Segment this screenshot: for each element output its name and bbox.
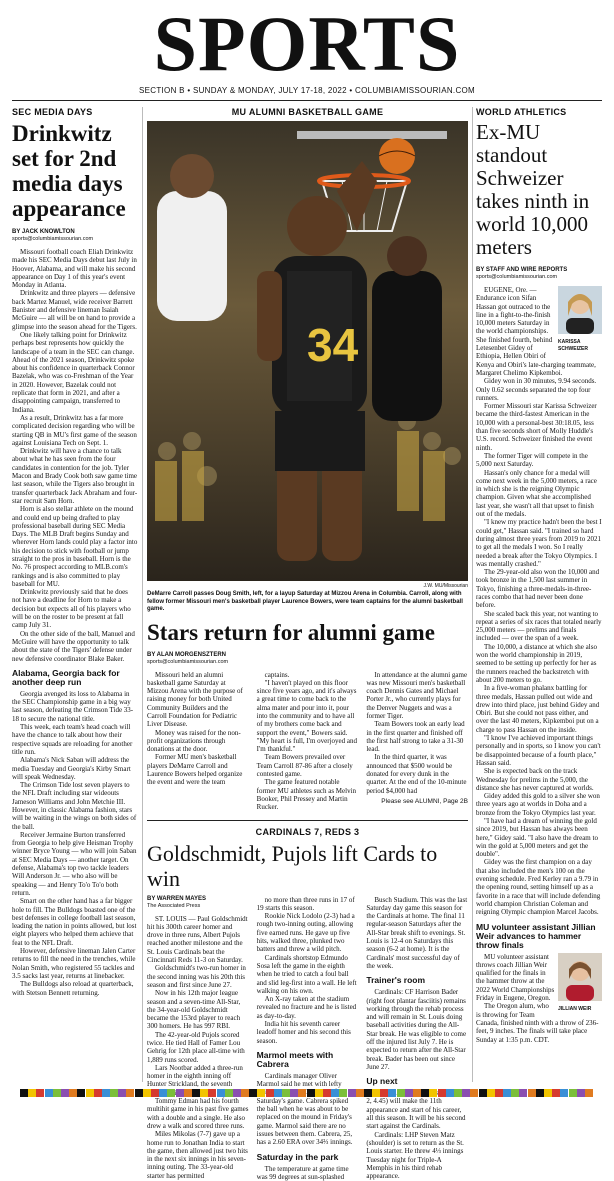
paragraph: MU volunteer assistant throws coach Jillian Weir qualified for the finals in the hammer throw at the 2022 World Championships Friday in Eugene, Oregon. — [476, 952, 555, 1003]
weir-photo-box — [558, 953, 602, 1013]
runner-swatch — [102, 1089, 110, 1097]
jump-line[interactable]: Please see ALUMNI, Page 2B — [381, 797, 469, 805]
paragraph: Cardinals shortstop Edmundo Sosa left the game in the eighth when he tried to catch a foul ball and slid leg-first into a wall. He left walking on his own. — [256, 953, 357, 995]
runner-swatch — [282, 1089, 290, 1097]
runner-swatch — [569, 1089, 577, 1097]
runner-swatch — [110, 1089, 118, 1097]
runner-swatch — [298, 1089, 306, 1097]
weir-photo-caption: JILLIAN WEIR — [558, 1005, 592, 1012]
runner-swatch — [479, 1089, 487, 1097]
cardinals-subhead-4: Up next — [366, 1076, 398, 1087]
paragraph: Cardinals manager Oliver Marmol said he met with lefty Saturday's game. Cabrera spiked the ball when he was about to be replaced on the mound in Friday's game. Marmol said there are no issues between them. Cabrera, 25, has a 2.60 ERA over 34⅔ innings. — [256, 1071, 353, 1147]
left-byline: BY JACK KNOWLTON — [12, 229, 75, 235]
paragraph: Smart on the other hand has a far bigger hole to fill. The Bulldogs boasted one of the best defenses in college football last season, leading the nation in points allowed, but lost eight players who helped them achieve that feat to the NFL Draft. — [12, 897, 137, 947]
runner-swatch — [274, 1089, 282, 1097]
cardinals-headline[interactable]: Goldschmidt, Pujols lift Cards to win — [147, 840, 438, 891]
paragraph: Gidey was the first champion on a day that also included the men's 100 on the evening schedule. Fred Kerley ran a 9.79 in the opening round, setting himself up as a favorite in a race that will include defending world champion Christian Coleman and reigning Olympic champion Marcel Jacobs. — [476, 858, 601, 917]
paragraph: The temperature at game time was 99 degrees at sun-splashed — [256, 1164, 349, 1181]
runner-swatch — [429, 1089, 437, 1097]
section-title: SPORTS — [153, 0, 461, 87]
paragraph: Cardinals: CF Harrison Bader (right foot plantar fasciitis) remains working through the rehab process and will remain in St. Louis doing baseball activities during the All-Star break. He was eligible to come off the injured list July 7. He is expected to return after the All-Star break. Bader has been out since June 27. — [366, 988, 467, 1071]
cardinals-col-2 — [257, 896, 359, 1045]
runner-swatch — [184, 1089, 192, 1097]
left-kicker: SEC MEDIA DAYS — [12, 107, 93, 117]
runner-swatch — [126, 1089, 134, 1097]
middle-column — [147, 107, 469, 1181]
cardinals-col-3b — [366, 988, 468, 1071]
paragraph: In attendance at the alumni game was new Missouri men's basketball coach Dennis Gates and Michael Porter Jr., who currently plays for the Denver Nuggets and was a former Tiger. — [366, 670, 468, 720]
paragraph: On the other side of the ball, Manuel and McGuire will have the opportunity to talk about the state of the Tigers' defense under new defensive coordinator Blake Baker. — [12, 629, 135, 663]
right-subhead: MU volunteer assistant Jillian Weir advances to hammer throw finals — [476, 921, 596, 950]
paragraph: However, defensive lineman Jalen Carter returns to fill the need in the trenches, while Nolan Smith, who registered 55 tackles and 3.5 sacks last year, returns at linebacker. — [12, 947, 136, 980]
paragraph: Gidey won in 30 minutes, 9.94 seconds. Only 0.62 seconds separated the top four runners. — [476, 377, 597, 402]
paragraph: She scaled back this year, not wanting to repeat a series of six races that totaled nearly 25,000 meters — prelims and finals included — over the span of a week. — [476, 609, 602, 643]
paragraph: Alabama's Nick Saban will address the media Tuesday and Georgia's Kirby Smart will speak Wednesday. — [12, 756, 131, 781]
runner-swatch — [560, 1089, 568, 1097]
runner-swatch — [397, 1089, 405, 1097]
paragraph: The 10,000, a distance at which she also won the world championship in 2019, seemed to be setting up perfectly for her as the runners reached the backstretch with about 200 meters to go. — [476, 642, 597, 684]
paragraph: The Oregon alum, who is throwing for Team Canada, finished ninth with a throw of 236-feet, 9 inches. The finals will take place Sunday at 1:35 p.m. CDT. — [476, 1002, 599, 1044]
top-rule — [12, 100, 602, 101]
runner-swatch — [167, 1089, 175, 1097]
runner-swatch — [28, 1089, 36, 1097]
right-email[interactable]: sports@columbiamissourian.com — [476, 274, 558, 280]
runner-swatch — [36, 1089, 44, 1097]
runner-swatch — [151, 1089, 159, 1097]
right-article-body — [476, 286, 602, 917]
paragraph: In the third quarter, it was announced that $500 would be donated for every dunk in the quarter. At the end of the 10-minute period $4,000 had — [366, 753, 467, 795]
paragraph: "I knew my practice hadn't been the best I could get," Hassan said. "I trained so hard during almost three years from 2019 to 2021 to get all the medals I won. So I really needed a break after the Tokyo Olympics. I was mentally crashed." — [476, 518, 602, 568]
schweizer-photo-caption: KARISSA SCHWEIZER — [558, 339, 588, 352]
paragraph: Drinkwitz and three players — defensive back Martez Manuel, wide receiver Barrett Banister and defensive lineman Isaiah McGuire — all will be on hand to provide a glimpse into the season ahead for the Tigers. — [12, 289, 137, 331]
cardinals-col-3 — [366, 896, 468, 971]
runner-swatch — [135, 1089, 143, 1097]
alumni-col-2 — [257, 671, 359, 812]
paragraph: Gidey added this gold to a silver she won three years ago at worlds in Doha and a bronze from the Tokyo Olympics last year. — [476, 792, 600, 817]
basketball-photo-illustration — [147, 121, 468, 581]
paragraph: Missouri held an alumni basketball game Saturday at Mizzou Arena with the purpose of raising money for both United Community Builders and the Carroll Foundation for Pediatric Liver Disease. — [147, 670, 243, 729]
runner-swatch — [143, 1089, 151, 1097]
runner-swatch — [176, 1089, 184, 1097]
cardinals-subhead-3: Trainer's room — [366, 975, 426, 986]
runner-swatch — [585, 1089, 593, 1097]
paragraph: As a result, Drinkwitz has a far more complicated decision regarding who will be starting QB in MU's first game of the season against Louisiana Tech on Sept. 1. — [12, 413, 137, 447]
runner-swatch — [421, 1089, 429, 1097]
masthead — [0, 0, 614, 95]
runner-swatch — [552, 1089, 560, 1097]
paragraph: Former Missouri star Karissa Schweizer became the third-fastest American in the 10,000 with a personal-best 30:18.05, less than five seconds short of Molly Huddle's U.S. record. Schweizer finished the event ninth. — [476, 402, 597, 452]
runner-swatch — [544, 1089, 552, 1097]
runner-swatch — [348, 1089, 356, 1097]
runner-swatch — [356, 1089, 364, 1097]
paragraph: Rookie Nick Lodolo (2-3) had a rough two-inning outing, allowing five earned runs. He gave up five hits, walked three, plunked two batters and threw a wild pitch. — [256, 912, 355, 954]
paragraph: The former Tiger will compete in the 5,000 next Saturday. — [476, 451, 588, 469]
paragraph: Tommy Edman had his fourth multihit game in his past five games with a double and a single. He also drew a walk and scored three runs. — [147, 1097, 249, 1130]
cardinals-col-3c — [366, 1089, 468, 1180]
paragraph: Horn is also stellar athlete on the mound and could end up being drafted to play professional baseball during SEC Media Days. The MLB Draft begins Sunday and wherever Horn lands could play a factor into his decision to stick with football or jump straight to the pros in baseball. Horn is the No. 76 prospect according to MLB.com's rankings and is also committed to play baseball for MU. — [12, 505, 138, 588]
runner-swatch — [405, 1089, 413, 1097]
alumni-col-3 — [366, 671, 468, 795]
paragraph: Former MU men's basketball players DeMarre Carroll and Laurence Bowers helped organize the event and were the team — [147, 753, 243, 787]
left-subhead: Alabama, Georgia back for another deep run — [12, 667, 120, 687]
cardinals-col-1 — [147, 915, 249, 1181]
paragraph: "I have had a dream of winning the gold since 2019, but Hassan has always been here," Gidey said. "I also have the dream to win the gold at 5,000 meters and get the double". — [476, 817, 598, 859]
runner-swatch — [503, 1089, 511, 1097]
cardinals-subhead-2: Saturday in the park — [256, 1151, 339, 1162]
runner-swatch — [454, 1089, 462, 1097]
paragraph: Money was raised for the non-profit organizations through donations at the door. — [147, 728, 241, 754]
middle-kicker: MU ALUMNI BASKETBALL GAME — [231, 107, 384, 117]
paragraph: Cardinals: LHP Steven Matz (shoulder) is set to return as the St. Louis starter. He threw 4⅓ innings Tuesday night for Triple-A Memphis in his third rehab appearance. — [366, 1130, 464, 1181]
paragraph: Receiver Jermaine Burton transferred from Georgia to help give Heisman Trophy winner Bryce Young — who will join Saban at SEC Media Days — another target. On defense, Alabama's top two tackle leaders Will Anderson Jr. — who also will be speaking — and Henry To'o To'o both return. — [12, 830, 137, 897]
runner-swatch — [200, 1089, 208, 1097]
photo-caption: DeMarre Carroll passes Doug Smith, left, for a layup Saturday at Mizzou Arena in Columbia. Carroll, along with fellow former Missouri men's basketball player Laurence Bowers, were team captains for the alumni basketball game. — [147, 591, 463, 612]
left-headline[interactable]: Drinkwitz set for 2nd media days appearance — [12, 121, 126, 221]
paragraph: An X-ray taken at the stadium revealed no fracture and he is listed as day-to-day. — [256, 995, 357, 1020]
middle-headline[interactable]: Stars return for alumni game — [147, 619, 435, 645]
cardinals-kicker: CARDINALS 7, REDS 3 — [255, 826, 360, 837]
paragraph: One likely talking point for Drinkwitz perhaps best represents how quickly the landscape of a team in the SEC can change. Ahead of the 2021 season, Drinkwitz spoke about his confidence in quarterback Connor Bazelak, who was co-Freshman of the Year in 2020. However, Bazelak could not replicate that form in 2021, and after a disappointing campaign, transferred to Indiana. — [12, 330, 135, 414]
paragraph: EUGENE, Ore. — Endurance icon Sifan Hassan got outraced to the line in a fight-to-the-finish 10,000 meters Saturday in the world championships. She finished fourth, behind Letesenbet Gidey of Ethiopia, Hellen Obiri of Kenya and Obiri's late-charging teammate, Margaret Chelimo Kipkemboi. — [476, 286, 596, 377]
color-runner-bar — [20, 1084, 594, 1092]
runner-swatch — [536, 1089, 544, 1097]
alumni-col-1 — [147, 671, 249, 812]
runner-swatch — [118, 1089, 126, 1097]
paragraph: The game featured notable former MU athletes such as Melvin Booker, Phil Pressey and Martin Rucker. — [256, 778, 357, 812]
runner-swatch — [528, 1089, 536, 1097]
paragraph: "I haven't played on this floor since five years ago, and it's always a great time to come back to the alma mater and pour into it, pour into the community and to have all of my brothers come back and support the event," Bowers said. "My heart is full, I'm overjoyed and I'm thankful." — [256, 678, 358, 754]
runner-swatch — [225, 1089, 233, 1097]
paragraph: Miles Mikolas (7-7) gave up a home run to Jonathan India to start the game, then allowed just two hits in the next six innings in his seven-inning outing. The 33-year-old starter has permitted — [147, 1130, 248, 1180]
paragraph: Busch Stadium. This was the last Saturday day game this season for the Cardinals at home. The final 11 regular-season Saturdays after the All-Star break shift to evenings. St. Louis is 12-4 on Saturdays this season (6-2 at home). It is the Cardinals' most successful day of the week. — [366, 895, 468, 970]
runner-swatch — [217, 1089, 225, 1097]
runner-swatch — [192, 1089, 200, 1097]
runner-swatch — [159, 1089, 167, 1097]
runner-swatch — [487, 1089, 495, 1097]
svg-text:34: 34 — [307, 319, 359, 371]
right-headline[interactable]: Ex-MU standout Schweizer takes ninth in world 10,000 meters — [476, 120, 590, 259]
middle-byline: BY ALAN MORGENSZTERN — [147, 651, 227, 658]
cardinals-source: The Associated Press — [147, 902, 201, 909]
dateline: SECTION B • SUNDAY & MONDAY, JULY 17-18, 2022 • COLUMBIAMISSOURIAN.COM — [138, 86, 476, 95]
cardinals-subhead-1: Marmol meets with Cabrera — [256, 1049, 334, 1069]
cardinals-col-2c — [257, 1165, 359, 1181]
column-divider — [142, 107, 143, 1082]
runner-swatch — [20, 1089, 28, 1097]
paragraph: This week, each team's head coach will have the chance to talk about how their respective squads are reloading for another title run. — [12, 723, 133, 756]
paragraph: ST. LOUIS — Paul Goldschmidt hit his 300th career homer and drove in three runs, Albert Pujols reached another milestone and the St. Louis Cardinals beat the Cincinnati Reds 11-3 on Saturday. — [147, 914, 248, 965]
runner-swatch — [470, 1089, 478, 1097]
runner-swatch — [61, 1089, 69, 1097]
section-rule — [147, 820, 468, 821]
paragraph: Georgia avenged its loss to Alabama in the SEC Championship game in a big way last season, defeating the Crimson Tide 33-18 to secure the national title. — [12, 689, 134, 723]
runner-swatch — [511, 1089, 519, 1097]
runner-swatch — [257, 1089, 265, 1097]
runner-swatch — [69, 1089, 77, 1097]
paragraph: The 42-year-old Pujols scored twice. He tied Hall of Famer Lou Gehrig for 12th place all-time with 1,889 runs scored. — [147, 1030, 245, 1064]
paragraph: Team Bowers prevailed over Team Carroll 87-86 after a closely contested game. — [256, 753, 353, 779]
runner-swatch — [241, 1089, 249, 1097]
runner-swatch — [495, 1089, 503, 1097]
runner-swatch — [388, 1089, 396, 1097]
runner-swatch — [331, 1089, 339, 1097]
runner-swatch — [307, 1089, 315, 1097]
runner-swatch — [339, 1089, 347, 1097]
left-email[interactable]: sports@columbiamissourian.com — [12, 236, 94, 242]
paragraph: In a five-woman phalanx battling for three medals, Hassan pulled out wide and drew into third place, just behind Gidey and Obiri. But she could not pass either, and over the last 40 meters, Kipkemboi put on a charge to pass Hassan on the inside. — [476, 684, 600, 734]
runner-swatch — [446, 1089, 454, 1097]
runner-swatch — [208, 1089, 216, 1097]
paragraph: no more than three runs in 17 of 19 starts this season. — [256, 895, 355, 912]
paragraph: India hit his seventh career leadoff homer and his second this season. — [256, 1020, 351, 1045]
runner-swatch — [45, 1089, 53, 1097]
paragraph: The 29-year-old also won the 10,000 and took bronze in the 1,500 last summer in Tokyo, finishing a three-medals-in-three-races combo that had never been done before. — [476, 568, 600, 610]
runner-swatch — [249, 1089, 257, 1097]
left-article-body-2 — [12, 690, 138, 997]
runner-swatch — [372, 1089, 380, 1097]
basketball-photo[interactable] — [147, 121, 468, 581]
paragraph: captains. — [264, 670, 290, 679]
runner-swatch — [413, 1089, 421, 1097]
alumni-story-columns — [147, 671, 468, 812]
paragraph: Hassan's only chance for a medal will come next week in the 5,000 meters, a race in which she is the reigning Olympic champion. Given what she accomplished last year, she wasn't all that upset to finish out of the medals. — [476, 468, 597, 519]
right-column — [476, 107, 602, 1082]
schweizer-photo — [558, 286, 602, 334]
runner-swatch — [266, 1089, 274, 1097]
runner-swatch — [519, 1089, 527, 1097]
paragraph: Missouri football coach Eliah Drinkwitz made his SEC Media Days debut last July in Hoover, Alabama, and will make his second appearance on Day 1 of this year's event Monday in Atlanta. — [12, 248, 137, 290]
paragraph: Drinkwitz previously said that he does not have a deadline for Horn to make a decision but expects all of his players who will be on the roster to be present at fall camp July 31. — [12, 588, 131, 630]
runner-swatch — [577, 1089, 585, 1097]
middle-email[interactable]: sports@columbiamissourian.com — [147, 658, 229, 665]
runner-swatch — [315, 1089, 323, 1097]
paragraph: 2, 4.45) will make the 11th appearance and start of his career, all this season. It will be his second start against the Cardinals. — [366, 1097, 466, 1131]
paragraph: The Crimson Tide lost seven players to the NFL Draft including star wideouts Jameson Williams and John Metchie III. However, in classic Alabama fashion, stars will be waiting in the wings on both sides of the ball. — [12, 781, 137, 831]
photo-credit: J.W. MU/Missourian — [423, 583, 468, 589]
right-kicker: WORLD ATHLETICS — [476, 107, 567, 117]
runner-swatch — [86, 1089, 94, 1097]
paragraph: Team Bowers took an early lead in the first quarter and finished off the first half strong to take a 31-30 lead. — [366, 720, 465, 754]
paragraph: Now in his 12th major league season and a seven-time All-Star, the 34-year-old Goldschmidt became the 153rd player to reach 300 homers. He has 997 RBI. — [147, 989, 241, 1031]
column-divider — [472, 107, 473, 1082]
schweizer-photo-box — [558, 286, 602, 353]
runner-swatch — [290, 1089, 298, 1097]
paragraph: Drinkwitz will have a chance to talk about what he has seen from the four candidates in contention for the job. Tyler Macon and Brady Cook both saw game time last season, while the Tigers also brought in transfer quarterback Jack Abraham and four-star recruit Sam Horn. — [12, 447, 138, 505]
paragraph: Goldschmidt's two-run homer in the second inning was his 20th this season and first since June 27. — [147, 964, 246, 989]
runner-swatch — [462, 1089, 470, 1097]
right-byline: BY STAFF AND WIRE REPORTS — [476, 267, 568, 273]
runner-swatch — [53, 1089, 61, 1097]
paragraph: The Bulldogs also reload at quarterback, with Stetson Bennett returning. — [12, 980, 134, 997]
runner-swatch — [380, 1089, 388, 1097]
runner-swatch — [364, 1089, 372, 1097]
runner-swatch — [233, 1089, 241, 1097]
paragraph: She is expected back on the track Wednesday for prelims in the 5,000, the distance she has never captured at worlds. — [476, 767, 594, 792]
weir-photo — [558, 953, 602, 1001]
paragraph: Lars Nootbar added a three-run homer in the eighth inning off Hunter Strickland, the seventh — [147, 1063, 243, 1089]
cardinals-byline: BY WARREN MAYES — [147, 895, 207, 902]
paragraph: "I know I've achieved important things personally and in sports, so I know you can't be disappointed because of a fourth place," Hassan said. — [476, 734, 601, 767]
runner-swatch — [77, 1089, 85, 1097]
left-column — [12, 107, 138, 1082]
left-article-body — [12, 248, 138, 663]
runner-swatch — [438, 1089, 446, 1097]
runner-swatch — [323, 1089, 331, 1097]
cardinals-story-columns — [147, 896, 468, 1181]
runner-swatch — [94, 1089, 102, 1097]
